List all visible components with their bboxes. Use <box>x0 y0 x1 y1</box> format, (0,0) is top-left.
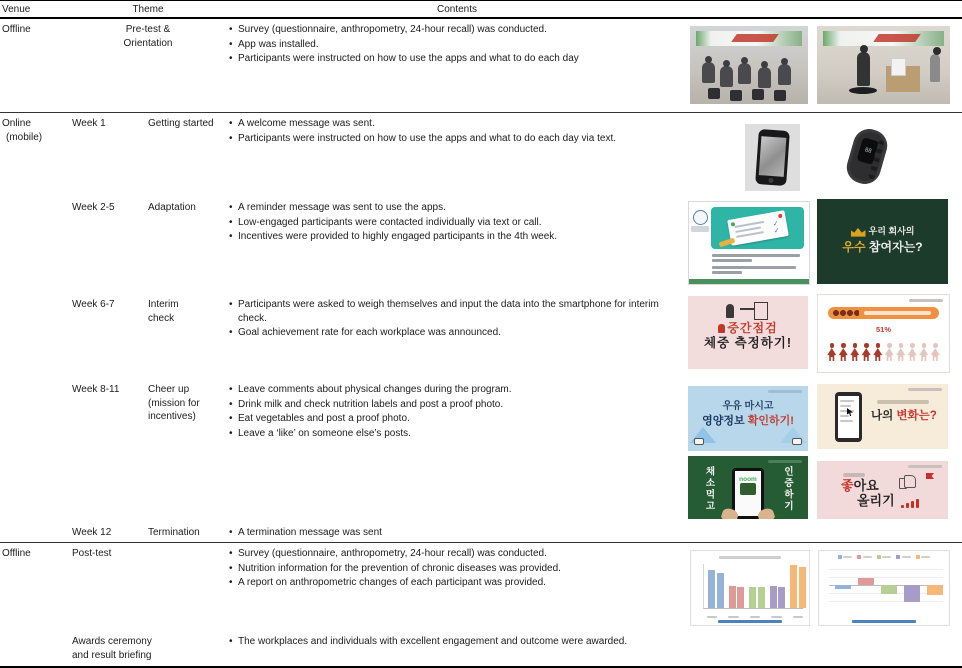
venue-line: (mobile) <box>6 131 43 143</box>
contents-cell <box>226 631 686 664</box>
rising-bars-icon <box>901 499 919 508</box>
contents-cell <box>226 543 686 631</box>
week-cell: Week 2-5 <box>72 202 115 213</box>
bullet-item: • Leave comments about physical changes during the program. <box>228 383 686 397</box>
table-row <box>0 112 962 197</box>
vegetable-proof-mission-card <box>688 456 808 519</box>
anthropometric-report-bar-chart <box>690 550 810 626</box>
card-text: 우리 회사의 <box>817 225 948 239</box>
card-text: 나의 변화는? <box>871 410 937 422</box>
bullet-item: • Goal achievement rate for each workplace was announced. <box>228 326 686 340</box>
bullet-item: • A report on anthropometric changes of each participant was provided. <box>228 576 686 590</box>
change-rate-bar-chart <box>818 550 950 626</box>
header-contents: Contents <box>436 4 478 15</box>
theme-line: Pre-test & <box>125 24 171 35</box>
bullet-item: • Participants were asked to weigh themselves and input the data into the smartphone for interim check. <box>228 298 686 325</box>
venue-cell: Offline <box>2 24 31 35</box>
theme-line: incentives) <box>148 411 196 422</box>
header-venue: Venue <box>2 4 31 15</box>
bullet-item: • A welcome message was sent. <box>228 117 686 131</box>
like-posts-mission-card <box>817 461 948 519</box>
table-row <box>0 294 962 379</box>
images-cell <box>686 197 962 294</box>
images-cell <box>686 294 962 379</box>
theme-line: and result briefing <box>72 649 152 661</box>
chart-legend <box>823 555 945 559</box>
week-cell: Week 8-11 <box>72 384 120 395</box>
table-row <box>0 631 962 664</box>
theme-line: check <box>148 312 175 324</box>
bullet-item: • Survey (questionnaire, anthropometry, 24-hour recall) was conducted. <box>228 547 686 561</box>
theme-cell <box>70 631 226 664</box>
header-images <box>686 1 962 17</box>
theme-cell <box>146 294 226 379</box>
card-text: 채소먹고 <box>703 466 715 512</box>
theme-line: (mission for <box>148 397 200 409</box>
venue-cell <box>0 113 70 197</box>
bullet-item: • Drink milk and check nutrition labels and post a proof photo. <box>228 398 686 412</box>
theme-cell: Termination <box>148 527 200 538</box>
activity-tracker-band-photo <box>836 127 896 187</box>
table-row <box>0 197 962 294</box>
best-participant-incentive-card <box>817 199 948 284</box>
bullet-item: • Eat vegetables and post a proof photo. <box>228 412 686 426</box>
table-row <box>0 522 962 542</box>
week-cell: Week 1 <box>72 118 106 129</box>
activity-band: 88 <box>843 127 891 187</box>
grouped-bars <box>703 564 803 609</box>
theme-cell: Getting started <box>148 118 214 129</box>
contents-cell <box>226 379 686 522</box>
images-cell <box>686 543 962 631</box>
contents-cell <box>226 294 686 379</box>
interim-weigh-in-card <box>688 296 808 369</box>
images-cell <box>686 379 962 522</box>
week-cell: Week 12 <box>72 527 112 538</box>
theme-cell: Post-test <box>72 548 112 559</box>
theme-cell <box>146 379 226 522</box>
bullet-item: • Nutrition information for the prevention of chronic diseases was provided. <box>228 562 686 576</box>
bullet-item: • Participants were instructed on how to use the apps and what to do each day via text. <box>228 132 686 146</box>
bullet-item: • Participants were instructed on how to use the apps and what to do each day <box>228 52 686 66</box>
theme-line: Interim <box>148 299 179 310</box>
phone-illustration <box>835 392 862 442</box>
card-text: 우수 참여자는? <box>842 239 923 254</box>
card-text: 좋아요 <box>841 478 879 493</box>
venue-line: Online <box>2 118 31 129</box>
theme-line: Awards ceremony <box>72 636 152 647</box>
smartphone-photo <box>745 124 800 191</box>
people-icons <box>826 339 941 361</box>
phone-illustration: noom <box>732 468 764 519</box>
bullet-item: • Low-engaged participants were contacted individually via text or call. <box>228 216 686 230</box>
app-reminder-message-screenshot <box>688 201 810 285</box>
bullet-item: • The workplaces and individuals with excellent engagement and outcome were awarded. <box>228 635 686 649</box>
cow-illustration <box>694 438 704 445</box>
event-banner <box>696 31 802 46</box>
card-text: 올리기 <box>857 493 895 508</box>
achievement-percent: 51% <box>875 325 891 334</box>
event-banner <box>823 31 944 46</box>
sketch-figures <box>688 302 808 322</box>
goal-achievement-infographic <box>817 294 950 373</box>
avatar <box>693 210 708 225</box>
contents-cell <box>226 197 686 294</box>
table-header <box>0 0 962 19</box>
bullet-item: • App was installed. <box>228 38 686 52</box>
card-text: 인증하기 <box>782 466 793 512</box>
week-cell: Week 6-7 <box>72 299 115 310</box>
bullet-item: • A reminder message was sent to use the apps. <box>228 201 686 215</box>
milk-nutrition-mission-card <box>688 386 808 451</box>
my-change-mission-card <box>817 384 948 449</box>
card-text: 중간점검 <box>688 322 808 336</box>
scale-icon <box>718 324 725 333</box>
thumbs-up-icon <box>899 475 915 489</box>
card-text: 영양정보 확인하기! <box>702 414 794 427</box>
change-bars <box>829 563 943 611</box>
crown-icon <box>851 227 866 237</box>
images-cell <box>686 19 962 112</box>
theme-cell: Adaptation <box>148 202 196 213</box>
bullet-item: • Leave a ‘like’ on someone else’s posts. <box>228 427 686 441</box>
cow-illustration <box>792 438 802 445</box>
bullet-item: • Survey (questionnaire, anthropometry, 24-hour recall) was conducted. <box>228 23 686 37</box>
card-text: 체중 측정하기! <box>703 335 793 350</box>
venue-cell: Offline <box>2 548 31 559</box>
header-theme: Theme <box>132 4 164 15</box>
table-row <box>0 542 962 631</box>
contents-cell <box>226 19 686 112</box>
smartphone <box>755 129 790 186</box>
theme-cell <box>70 19 226 112</box>
contents-cell <box>226 113 686 197</box>
bullet-item: • Incentives were provided to highly engaged participants in the 4th week. <box>228 230 686 244</box>
card-text: 우유 마시고 <box>722 401 774 412</box>
table-row <box>0 379 962 522</box>
bullet-item: • A termination message was sent <box>228 526 686 540</box>
anthropometry-measurement-photo <box>817 26 950 104</box>
theme-line: Cheer up <box>148 384 190 395</box>
checklist-illustration: ✓ ✓ <box>711 207 804 249</box>
orange-banner <box>828 307 939 319</box>
contents-cell <box>226 522 686 542</box>
theme-line: Orientation <box>123 37 173 49</box>
images-cell <box>686 113 962 197</box>
table-row <box>0 19 962 112</box>
flag-icon <box>926 473 934 479</box>
orientation-classroom-photo <box>690 26 808 104</box>
